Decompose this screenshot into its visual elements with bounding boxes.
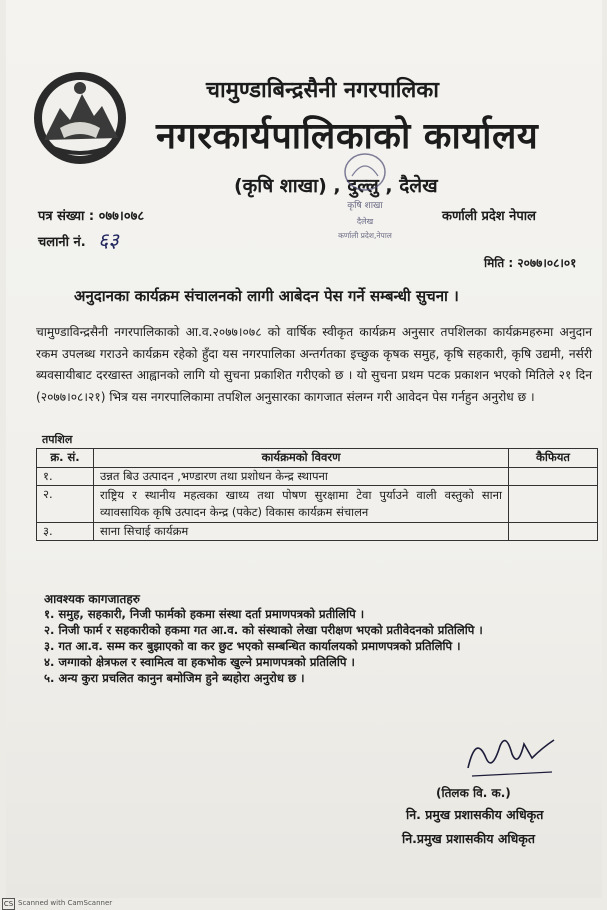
- table-caption: तपशिल: [42, 433, 73, 446]
- row-serial: ३.: [37, 523, 94, 541]
- signatory-title-stamp: नि.प्रमुख प्रशासकीय अधिकृत: [402, 831, 536, 846]
- svg-text:कर्णाली प्रदेश,नेपाल: कर्णाली प्रदेश,नेपाल: [338, 231, 392, 240]
- letter-date: मिति : २०७७।०८।०१: [484, 256, 577, 270]
- requirements-heading: आवश्यक कागजातहरु: [44, 592, 140, 606]
- office-stamp: [324, 146, 406, 250]
- nepal-emblem-icon: [30, 68, 130, 168]
- dispatch-label: चलानी नं.: [38, 235, 86, 250]
- office-title: नगरकार्यपालिकाको कार्यालय: [156, 116, 539, 157]
- row-remark: [509, 486, 598, 523]
- municipality-name: चामुण्डाबिन्द्रसैनी नगरपालिका: [206, 78, 439, 103]
- province-name: कर्णाली प्रदेश नेपाल: [442, 209, 536, 224]
- signatory-title: नि. प्रमुख प्रशासकीय अधिकृत: [406, 807, 544, 822]
- row-description: राष्ट्रिय र स्थानीय महत्वका खाध्य तथा पोषण सुरक्षामा टेवा पुर्याउने वाली वस्तुको साना व्यावसायिक कृषि उत्पादन केन्द्र (पकेट) विकास कार्यक्रम संचालन: [94, 486, 509, 523]
- list-item: ४. जग्गाको क्षेत्रफल र स्वामित्व वा हकभोक खुल्ने प्रमाणपत्रको प्रतिलिपि ।: [44, 655, 355, 669]
- notice-body: चामुण्डाविन्द्रसैनी नगरपालिकाको आ.व.२०७७।०७८ को वार्षिक स्वीकृत कार्यक्रम अनुसार तपशिलका कार्यक्रमहरुमा अनुदान रकम उपलब्ध गराउने कार्यक्रम रहेको हुँदा यस नगरपालिका अन्तर्गतका इच्छुक कृषक समुह, कृषि सहकारी, कृषि उद्यमी, नर्सरी ब्यवसायीबाट दरखास्त आह्वानको लागि यो सुचना प्रकाशित गरीएको छ । यो सुचना प्रथम पटक प्रकाशन भएको मितिले २१ दिन (२०७७।०८।२१) भित्र यस नगरपालिकामा तपशिल अनुसारका कागजात संलग्न गरी आवेदन पेस गर्नहुन अनुरोध छ ।: [36, 325, 592, 404]
- row-serial: १.: [37, 468, 94, 486]
- signatory-name: (तिलक वि. क.): [436, 786, 511, 800]
- table-row: [37, 486, 598, 523]
- col-header-description: कार्यक्रमको विवरण: [94, 449, 509, 468]
- notice-subject: अनुदानका कार्यक्रम संचालनको लागी आबेदन पेस गर्ने सम्बन्धी सुचना ।: [74, 287, 459, 305]
- table-row: [37, 468, 598, 486]
- table-header-row: [37, 449, 598, 468]
- col-header-remarks: कैफियत: [509, 449, 598, 468]
- handwritten-signature: [462, 728, 560, 784]
- letter-number: पत्र संख्या : ०७७।०७८: [38, 209, 145, 224]
- row-remark: [509, 468, 598, 486]
- row-description: साना सिचाई कार्यक्रम: [94, 523, 509, 541]
- document-sheet: [6, 0, 602, 898]
- list-item: ५. अन्य कुरा प्रचलित कानुन बमोजिम हुने ब्यहोरा अनुरोध छ ।: [44, 671, 305, 685]
- svg-text:दैलेख: दैलेख: [356, 217, 374, 226]
- camscanner-logo-icon: CS: [3, 900, 14, 908]
- row-remark: [509, 523, 598, 541]
- col-header-serial: क्र. सं.: [37, 449, 94, 468]
- program-table: [36, 448, 598, 541]
- list-item: २. निजी फार्म र सहकारीको हकमा गत आ.व. को संस्थाको लेखा परीक्षण भएको प्रतीवेदनको प्रतिलिपि ।: [44, 623, 483, 637]
- requirements-list: [44, 606, 604, 686]
- svg-text:कृषि शाखा: कृषि शाखा: [347, 201, 383, 211]
- row-description: उन्नत बिउ उत्पादन ,भण्डारण तथा प्रशोधन केन्द्र स्थापना: [94, 468, 509, 486]
- scanner-watermark: Scanned with CamScanner: [18, 899, 113, 907]
- table-row: [37, 523, 598, 541]
- list-item: ३. गत आ.व. सम्म कर बुझाएको वा कर छुट भएको सम्बन्धित कार्यालयको प्रमाणपत्रको प्रतिलिपि ।: [44, 639, 461, 653]
- dispatch-number: ६३: [98, 228, 119, 252]
- row-serial: २.: [37, 486, 94, 523]
- branch-address: (कृषि शाखा) , दुल्लु , दैलेख: [234, 175, 438, 197]
- list-item: १. समुह, सहकारी, निजी फार्मको हकमा संस्था दर्ता प्रमाणपत्रको प्रतीलिपि ।: [44, 607, 365, 621]
